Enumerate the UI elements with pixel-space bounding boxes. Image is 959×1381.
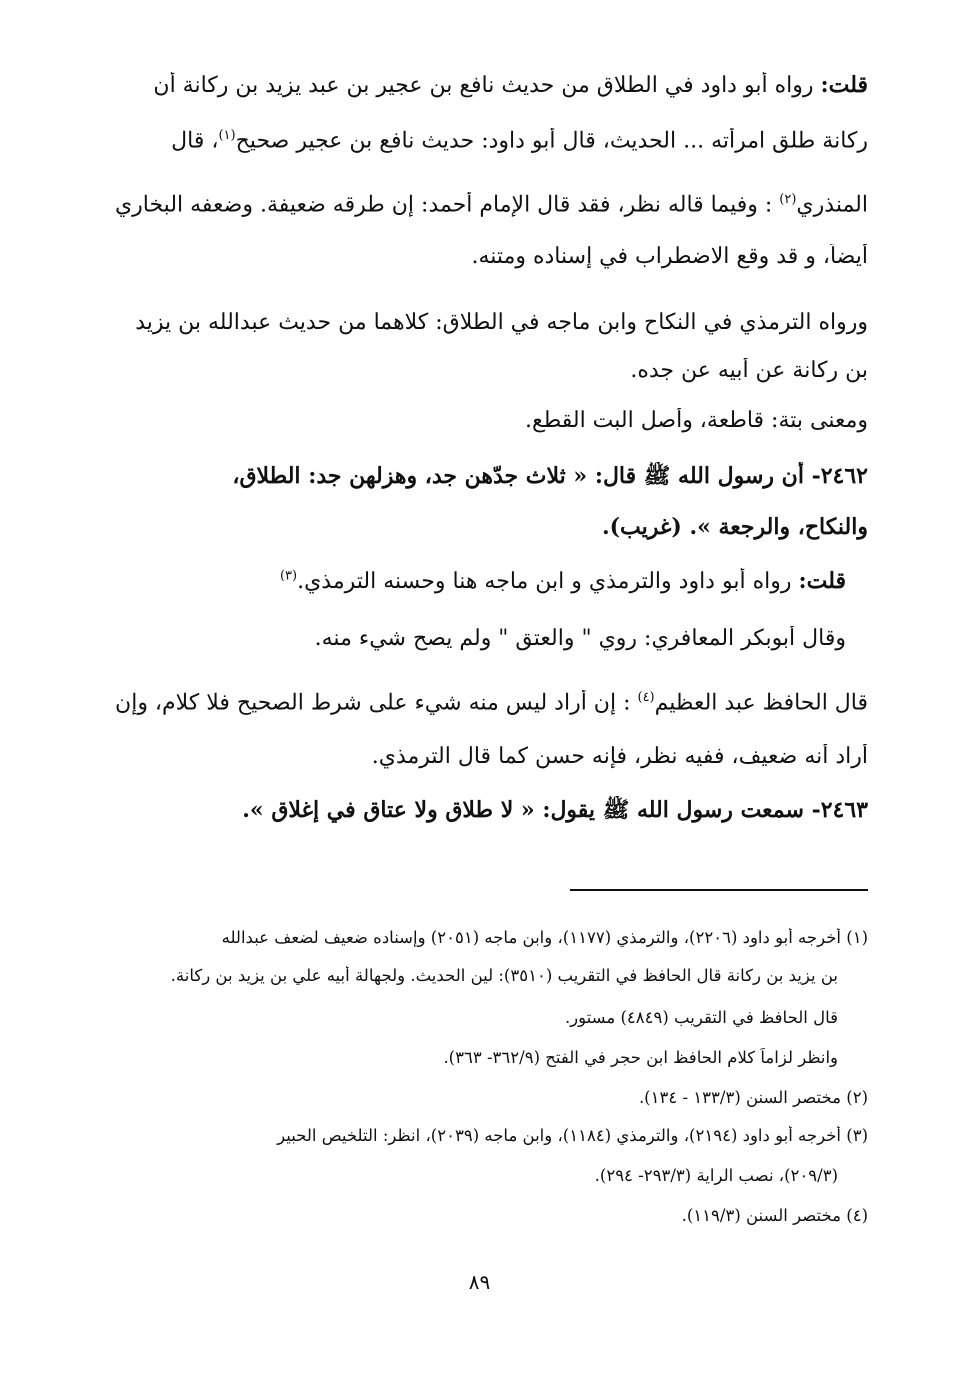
p1-line4-text: أيضاً، و قد وقع الاضطراب في إسناده ومتنه. [471, 244, 868, 269]
p6-line2-text: أراد أنه ضعيف، ففيه نظر، فإنه حسن كما قال الترمذي. [371, 744, 868, 769]
hadith-2463-line [88, 796, 868, 828]
footnote-3-text2: (٢٠٩/٣)، نصب الراية (٢٩٣/٣- ٢٩٤). [594, 1166, 838, 1185]
p1-line2-end: ، قال [171, 128, 219, 154]
footnote-3-line1 [88, 1126, 868, 1145]
footnote-3-line2 [88, 1166, 838, 1185]
page-number: ٨٩ [468, 1270, 491, 1294]
footnote-separator [570, 889, 868, 891]
footnote-1-text3: قال الحافظ في التقريب (٤٨٤٩) مستور. [564, 1008, 838, 1027]
p1-line3-start: المنذري [796, 192, 868, 218]
p2-line1-text: ورواه الترمذي في النكاح وابن ماجه في الطلاق: كلاهما من حديث عبدالله بن يزيد [135, 310, 868, 335]
footnote-1-line4 [88, 1048, 838, 1067]
p3-text: ومعنى بتة: قاطعة، وأصل البت القطع. [525, 408, 868, 433]
footnote-4 [88, 1206, 868, 1225]
footnote-3-text1: (٣) أخرجه أبو داود (٢١٩٤)، والترمذي (١١٨٤)، وابن ماجه (٢٠٣٩)، انظر: التلخيص الحبير [277, 1126, 868, 1145]
p5-text: وقال أبوبكر المعافري: روي " والعتق " ولم يصح شيء منه. [314, 626, 846, 651]
footnote-1-line1 [88, 928, 868, 947]
footnote-4-text: (٤) مختصر السنن (١١٩/٣). [681, 1206, 868, 1225]
footnote-1-line3 [88, 1008, 838, 1027]
p2-line2-text: بن ركانة عن أبيه عن جده. [630, 358, 868, 383]
hadith-2462-text2: والنكاح، والرجعة ». (غريب). [601, 514, 868, 540]
p2-line1 [88, 310, 868, 335]
hadith-2462-line1 [88, 462, 868, 494]
p5-line [88, 626, 846, 651]
p6-line1-a: قال الحافظ عبد العظيم [654, 690, 868, 716]
footnote-ref-4[interactable]: (٤) [637, 690, 655, 705]
p1-line2-text: ركانة طلق امرأته ... الحديث، قال أبو داود: حديث نافع بن عجير صحيح [235, 128, 868, 154]
footnote-ref-1[interactable]: (١) [218, 128, 236, 143]
hadith-2462-line2 [88, 514, 868, 540]
footnote-1-text2: بن يزيد بن ركانة قال الحافظ في التقريب (٣٥١٠): لين الحديث. ولجهالة أبيه علي بن يزيد بن ركانة. [170, 966, 838, 985]
p4-line [88, 568, 846, 594]
qult-label-2: قلت: [798, 568, 846, 594]
qult-label: قلت: [820, 72, 868, 98]
p6-line1-b: : إن أراد ليس منه شيء على شرط الصحيح فلا كلام، وإن [115, 690, 631, 716]
p1-line3 [88, 192, 868, 217]
footnote-1-text4: وانظر لزاماً كلام الحافظ ابن حجر في الفتح (٣٦٢/٩- ٣٦٣). [443, 1048, 838, 1067]
p4-text: رواه أبو داود والترمذي و ابن ماجه هنا وحسنه الترمذي. [297, 569, 792, 594]
footnote-ref-2[interactable]: (٢) [779, 192, 797, 207]
p6-line1 [88, 690, 868, 715]
p6-line2 [88, 744, 868, 769]
hadith-2462-text1: ٢٤٦٢- أن رسول الله ﷺ قال: « ثلاث جدّهن جد، وهزلهن جد: الطلاق، [232, 463, 868, 489]
p1-line2 [88, 128, 868, 153]
hadith-2463-text: ٢٤٦٣- سمعت رسول الله ﷺ يقول: « لا طلاق ولا عتاق في إغلاق ». [242, 797, 868, 823]
p1-line1 [88, 72, 868, 98]
p2-line2 [88, 358, 868, 383]
p1-line1-text: رواه أبو داود في الطلاق من حديث نافع بن عجير بن عبد يزيد بن ركانة أن [153, 73, 814, 98]
footnote-1-text1: (١) أخرجه أبو داود (٢٢٠٦)، والترمذي (١١٧٧)، وابن ماجه (٢٠٥١) وإسناده ضعيف لضعف عبدالله [221, 928, 868, 947]
footnote-2-text: (٢) مختصر السنن (١٣٣/٣ - ١٣٤). [638, 1088, 868, 1107]
footnote-ref-3[interactable]: (٣) [279, 568, 298, 584]
footnote-1-line2 [88, 966, 838, 985]
p3-line [88, 408, 868, 433]
p1-line4 [88, 244, 868, 269]
footnote-2 [88, 1088, 868, 1107]
p1-line3-rest: : وفيما قاله نظر، فقد قال الإمام أحمد: إن طرقه ضعيفة. وضعفه البخاري [114, 192, 773, 218]
